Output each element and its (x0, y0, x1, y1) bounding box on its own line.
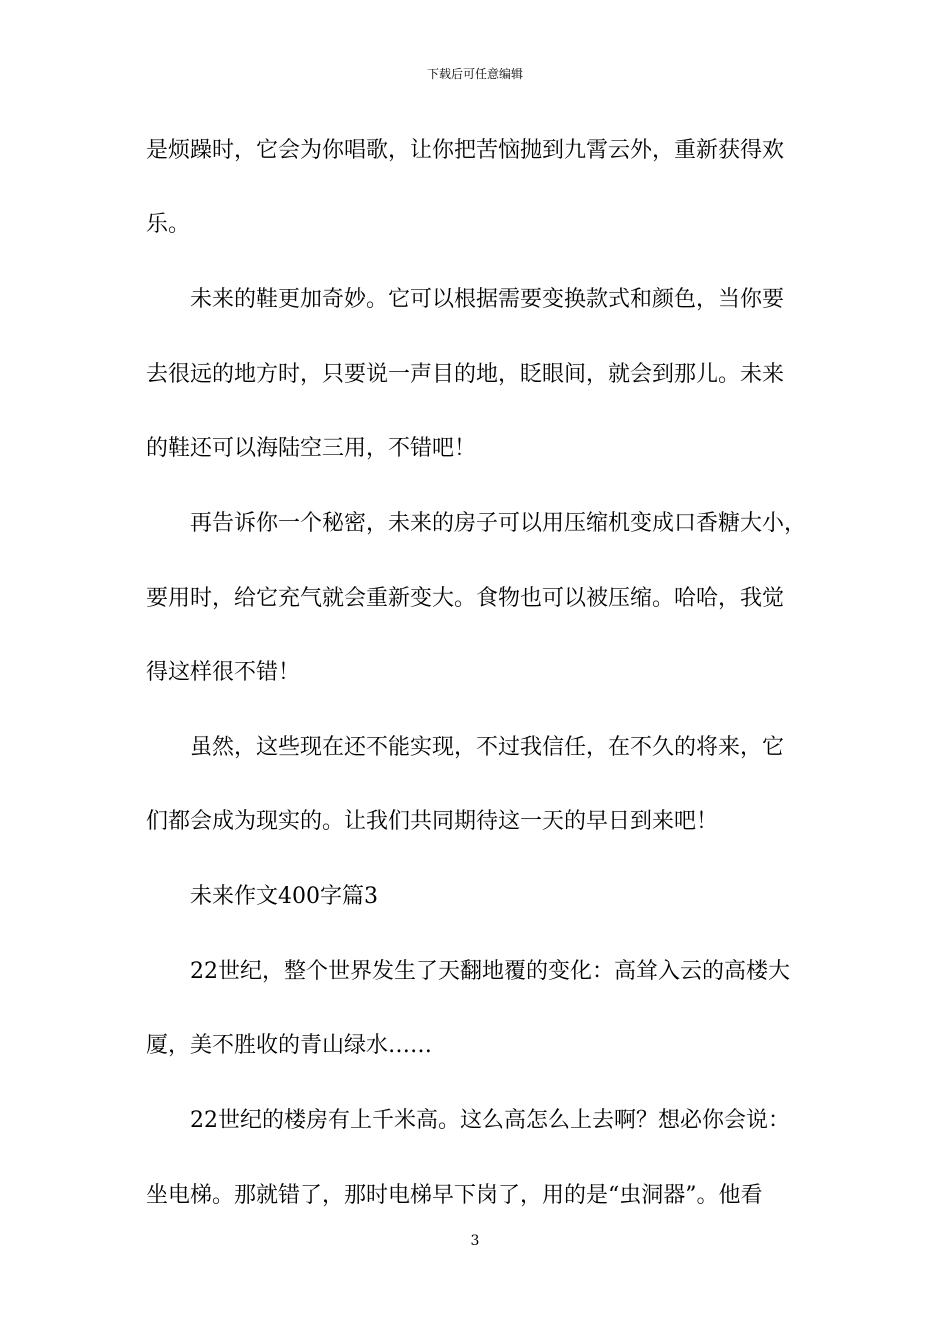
body-line: 乐。 (146, 212, 191, 237)
body-line: 22世纪的楼房有上千米高。这么高怎么上去啊？想必你会说： (190, 1108, 790, 1133)
section-heading: 未来作文400字篇3 (190, 884, 378, 909)
body-line: 虽然，这些现在还不能实现，不过我信任，在不久的将来，它 (190, 735, 785, 760)
body-line: 厦，美不胜收的青山绿水…… (146, 1033, 433, 1058)
body-line: 再告诉你一个秘密，未来的房子可以用压缩机变成口香糖大小， (190, 511, 807, 536)
body-line: 的鞋还可以海陆空三用，不错吧！ (146, 436, 477, 461)
body-line: 是烦躁时，它会为你唱歌，让你把苦恼抛到九霄云外，重新获得欢 (146, 138, 785, 163)
body-line: 去很远的地方时，只要说一声目的地，眨眼间，就会到那儿。未来 (146, 362, 785, 387)
body-line: 得这样很不错！ (146, 660, 301, 685)
page-header: 下载后可任意编辑 (426, 67, 523, 81)
page-number: 3 (470, 1233, 480, 1249)
body-line: 们都会成为现实的。让我们共同期待这一天的早日到来吧！ (146, 809, 719, 834)
body-line: 22世纪，整个世界发生了天翻地覆的变化：高耸入云的高楼大 (190, 959, 790, 984)
body-line: 坐电梯。那就错了，那时电梯早下岗了，用的是“虫洞器”。他看 (146, 1183, 763, 1208)
body-line: 要用时，给它充气就会重新变大。食物也可以被压缩。哈哈，我觉 (146, 586, 785, 611)
body-line: 未来的鞋更加奇妙。它可以根据需要变换款式和颜色，当你要 (190, 287, 785, 312)
